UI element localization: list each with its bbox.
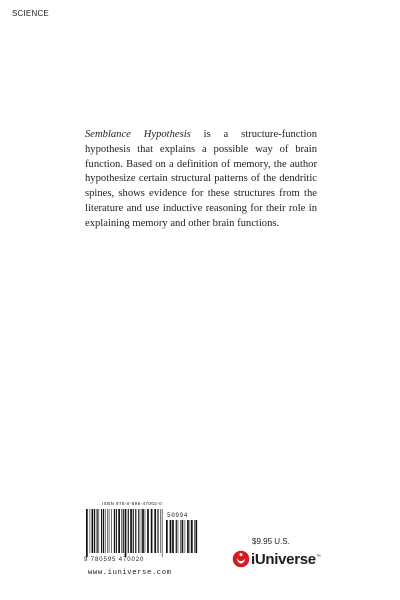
book-title: Semblance Hypothesis [85, 129, 191, 140]
barcode-bar [191, 520, 193, 553]
addon-barcode [166, 520, 198, 557]
ean-barcode [86, 509, 164, 557]
price-label: $9.95 U.S. [252, 537, 290, 546]
barcode-bar [107, 509, 108, 553]
barcode-bar [172, 520, 174, 553]
barcode-bar [151, 509, 153, 553]
barcode-bar [162, 509, 163, 557]
barcode-bar [121, 509, 122, 553]
barcode-bar [154, 509, 156, 553]
barcode-bar [133, 509, 134, 553]
barcode-bar [160, 509, 161, 553]
barcode-bar [130, 509, 132, 553]
barcode-bar [141, 509, 142, 553]
price-code-label: 50994 [167, 512, 189, 519]
barcode-bar [142, 509, 144, 553]
barcode-bar [103, 509, 104, 553]
barcode-bar [187, 520, 189, 553]
barcode-bar [170, 520, 172, 553]
isbn-label: ISBN 978-0-595-47002-0 [102, 501, 163, 506]
barcode-bar [157, 509, 158, 553]
publisher-name-text: iUniverse [251, 550, 316, 568]
barcode-bar [101, 509, 102, 553]
barcode-bar [116, 509, 117, 553]
iuniverse-logo-icon [232, 550, 250, 568]
barcode-bar [182, 520, 184, 553]
barcode-bar [128, 509, 129, 553]
barcode-bar [94, 509, 95, 553]
barcode-bar [86, 509, 88, 557]
publisher-name [251, 551, 321, 568]
barcode-bar [125, 509, 127, 557]
blurb-body: is a structure-function hypothesis that explains a possible way of brain function. Based on a definition of memory, the author hypothesize certain structural patterns of the dendritic spines, shows evidence for these structures from the literature and use inductive reasoning for their role in explaining memory and other brain functions. [85, 129, 317, 229]
barcode-bar [118, 509, 120, 553]
blurb-text [85, 128, 317, 232]
barcode-bar [166, 520, 168, 553]
barcode-block [84, 501, 201, 581]
barcode-bar [176, 520, 177, 553]
barcode-bar [92, 509, 94, 553]
barcode-bar [145, 509, 146, 553]
barcode-bar [123, 509, 124, 553]
barcode-bar [190, 520, 191, 553]
barcode-bar [138, 509, 139, 553]
barcode-bar [185, 520, 186, 553]
trademark-symbol: ™ [315, 553, 321, 560]
publisher-logo [232, 550, 321, 568]
barcode-bar [90, 509, 91, 553]
barcode-bar [195, 520, 197, 553]
barcode-bar [97, 509, 98, 553]
barcode-bar [194, 520, 195, 553]
genre-label: SCIENCE [12, 9, 49, 18]
barcode-bar [147, 509, 149, 553]
barcode-bar [111, 509, 112, 553]
barcode-bar [114, 509, 115, 553]
barcode-bar [135, 509, 136, 553]
barcode-bar [180, 520, 181, 553]
barcode-bar [109, 509, 110, 553]
barcode-bar [178, 520, 179, 553]
barcode-bar [105, 509, 106, 553]
ean-digits: 9 780595 470020 [84, 557, 145, 563]
barcode-bar [99, 509, 100, 553]
website-url: www.iuniverse.com [88, 569, 172, 577]
